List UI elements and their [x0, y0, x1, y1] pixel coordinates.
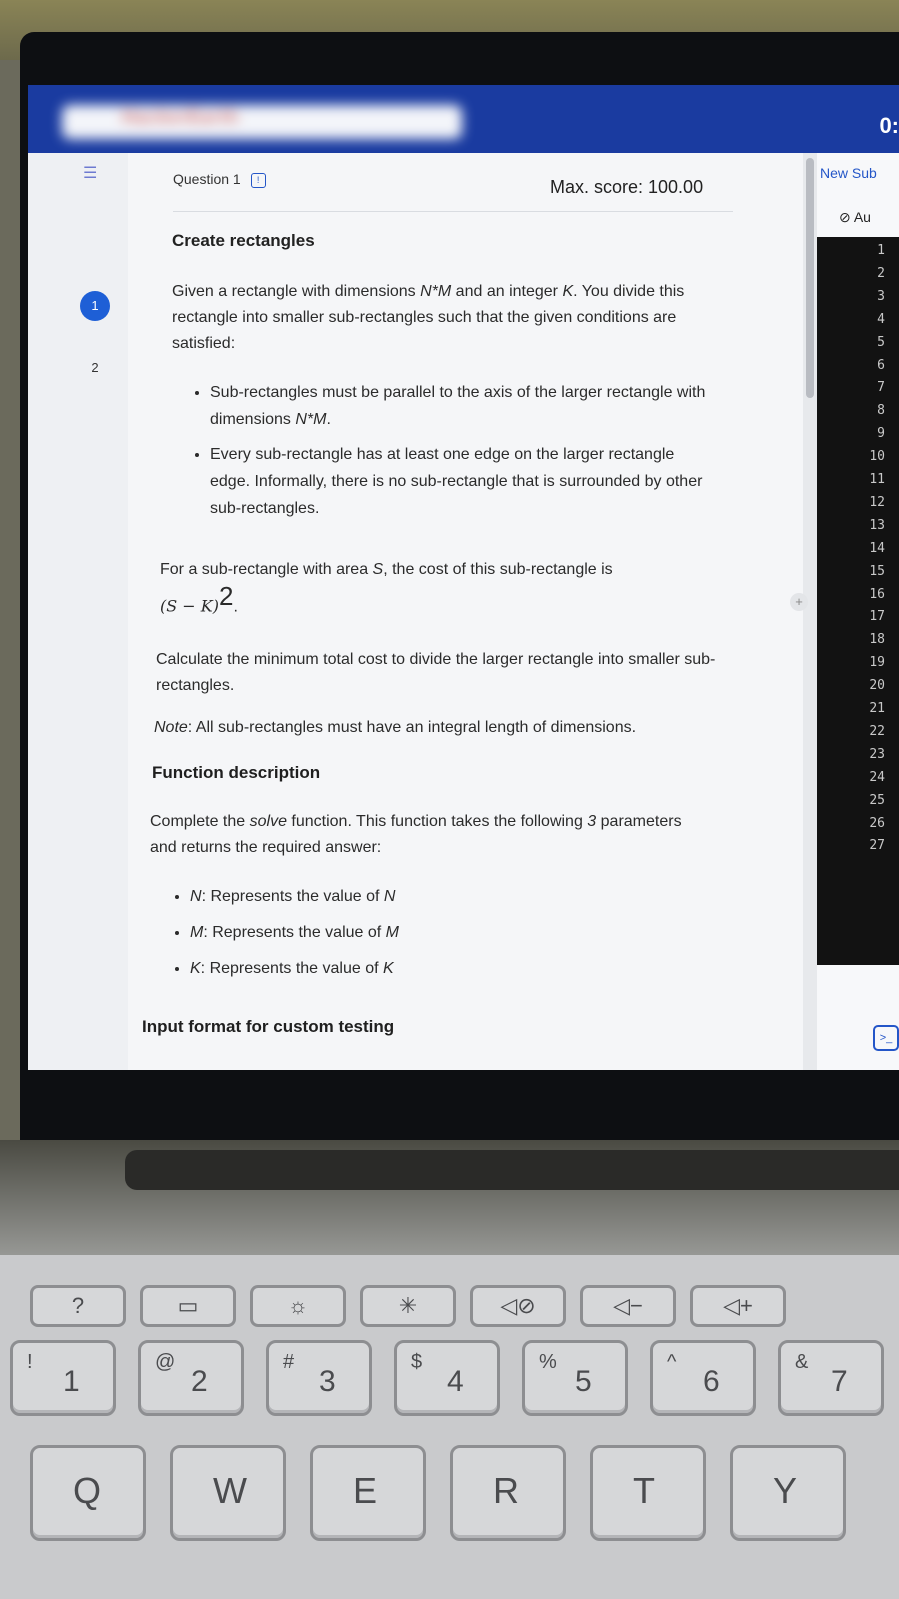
list-item: • N: Represents the value of N: [190, 883, 590, 911]
line-number: 16: [869, 586, 885, 602]
terminal-icon[interactable]: >_: [873, 1025, 899, 1051]
key-shift-label: %: [539, 1351, 557, 1373]
line-number: 13: [869, 517, 885, 533]
key-shift-label: $: [411, 1351, 423, 1373]
key-label: T: [633, 1470, 655, 1511]
key-shift-label: ^: [667, 1351, 677, 1373]
question-nav-item-2[interactable]: 2: [91, 360, 99, 375]
top-bar: [28, 85, 899, 153]
timer: 0:: [879, 113, 899, 138]
key-label: R: [493, 1470, 519, 1511]
letter-key[interactable]: [170, 1445, 286, 1541]
number-key[interactable]: [138, 1340, 244, 1416]
line-number: 7: [877, 380, 885, 396]
cost-formula: (S − K): [160, 596, 219, 616]
autosave-status: ⊘ Au: [839, 209, 871, 225]
menu-icon[interactable]: ☰: [83, 165, 98, 182]
hinge-bar: [125, 1150, 899, 1190]
max-score: Max. score: 100.00: [550, 177, 704, 197]
function-key[interactable]: ✳: [360, 1285, 456, 1327]
question-label: [173, 171, 266, 188]
line-number: 14: [869, 540, 885, 556]
letter-key[interactable]: [450, 1445, 566, 1541]
brand-name: HackerEarth: [122, 107, 240, 127]
line-number: 1: [877, 243, 885, 258]
number-key[interactable]: [522, 1340, 628, 1416]
function-description-heading: Function description: [152, 763, 321, 782]
line-number: 8: [877, 403, 885, 419]
function-key[interactable]: ☼: [250, 1285, 346, 1327]
editor-panel: [817, 153, 899, 1070]
letter-key[interactable]: [30, 1445, 146, 1541]
number-key[interactable]: [394, 1340, 500, 1416]
key-shift-label: @: [155, 1351, 176, 1373]
scrollbar-thumb[interactable]: [806, 158, 814, 398]
line-number: 27: [869, 838, 885, 854]
line-number: 9: [877, 426, 885, 442]
line-number: 2: [877, 265, 885, 281]
key-label: 3: [319, 1365, 336, 1398]
problem-statement: [128, 153, 808, 1070]
list-item: • Sub-rectangles must be parallel to the axis of the larger rectangle with dimensions N*M.: [210, 379, 710, 433]
number-key[interactable]: [266, 1340, 372, 1416]
conditions-list: [192, 379, 710, 530]
line-number: 26: [869, 815, 885, 831]
parameters-list: [172, 883, 590, 991]
line-number: 10: [869, 449, 885, 465]
key-shift-label: !: [27, 1351, 33, 1373]
note-text: Note: All sub-rectangles must have an integral length of dimensions.: [154, 719, 637, 736]
input-format-heading: Input format for custom testing: [142, 1017, 395, 1036]
key-label: Y: [773, 1470, 798, 1511]
code-editor[interactable]: [817, 237, 899, 965]
line-number: 23: [869, 746, 885, 762]
screen: [28, 85, 899, 1070]
line-number: 25: [869, 792, 885, 808]
number-key[interactable]: [10, 1340, 116, 1416]
question-label-text: Question 1: [173, 171, 241, 187]
key-label: 4: [447, 1365, 464, 1398]
function-description-text: Complete the solve function. This function takes the following 3 parameters and returns the required answer:: [150, 813, 682, 856]
problem-title: Create rectangles: [172, 231, 315, 250]
line-number: 24: [869, 769, 885, 785]
function-key[interactable]: ◁−: [580, 1285, 676, 1327]
line-number: 15: [869, 563, 885, 579]
question-nav: [28, 153, 128, 1070]
scrollbar[interactable]: [803, 153, 817, 1070]
new-submission-tab[interactable]: New Sub: [820, 165, 877, 181]
number-key[interactable]: [650, 1340, 756, 1416]
function-key[interactable]: ?: [30, 1285, 126, 1327]
line-number: 3: [877, 288, 885, 304]
letter-key[interactable]: [590, 1445, 706, 1541]
line-number: 5: [877, 334, 885, 350]
line-number: 21: [869, 701, 885, 716]
key-label: 1: [63, 1365, 80, 1398]
line-number: 19: [869, 655, 885, 671]
line-number: 20: [869, 678, 885, 694]
key-label: 7: [831, 1365, 848, 1398]
key-label: E: [353, 1470, 378, 1511]
divider: [173, 211, 733, 212]
key-label: W: [213, 1470, 247, 1511]
letter-key[interactable]: [730, 1445, 846, 1541]
cost-definition: For a sub-rectangle with area S, the cost of this sub-rectangle is $(S - K)^2$.: [160, 561, 613, 616]
line-number: 11: [869, 472, 885, 487]
number-key[interactable]: [778, 1340, 884, 1416]
key-label: 2: [191, 1365, 208, 1398]
key-label: 5: [575, 1365, 592, 1398]
key-shift-label: &: [795, 1351, 809, 1373]
problem-intro: Given a rectangle with dimensions N*M and an integer K. You divide this rectangle into smaller sub-rectangles such that the given conditions are satisfied:: [172, 283, 685, 352]
line-number: 4: [877, 311, 885, 327]
calculate-text: Calculate the minimum total cost to divide the larger rectangle into smaller sub-rectangles.: [156, 651, 716, 694]
question-nav-item-1[interactable]: 1: [80, 291, 110, 321]
line-number: 22: [869, 723, 885, 739]
brand-logo: [62, 105, 462, 139]
letter-key[interactable]: [310, 1445, 426, 1541]
function-key[interactable]: ◁+: [690, 1285, 786, 1327]
list-item: • Every sub-rectangle has at least one edge on the larger rectangle edge. Informally, there is no sub-rectangle that is surrounded by other sub-rectangles.: [210, 441, 710, 522]
line-number: 17: [869, 609, 885, 625]
line-number: 6: [877, 357, 885, 373]
resize-handle-icon[interactable]: +: [790, 593, 808, 611]
list-item: • K: Represents the value of K: [190, 955, 590, 983]
keyboard-deck: [0, 1255, 899, 1599]
function-key[interactable]: ◁⊘: [470, 1285, 566, 1327]
key-label: Q: [73, 1470, 102, 1511]
line-number: 12: [869, 494, 885, 510]
key-label: 6: [703, 1365, 720, 1398]
key-shift-label: #: [283, 1351, 295, 1373]
list-item: • M: Represents the value of M: [190, 919, 590, 947]
function-key[interactable]: ▭: [140, 1285, 236, 1327]
line-number: 18: [869, 632, 885, 648]
report-icon[interactable]: !: [251, 173, 266, 188]
